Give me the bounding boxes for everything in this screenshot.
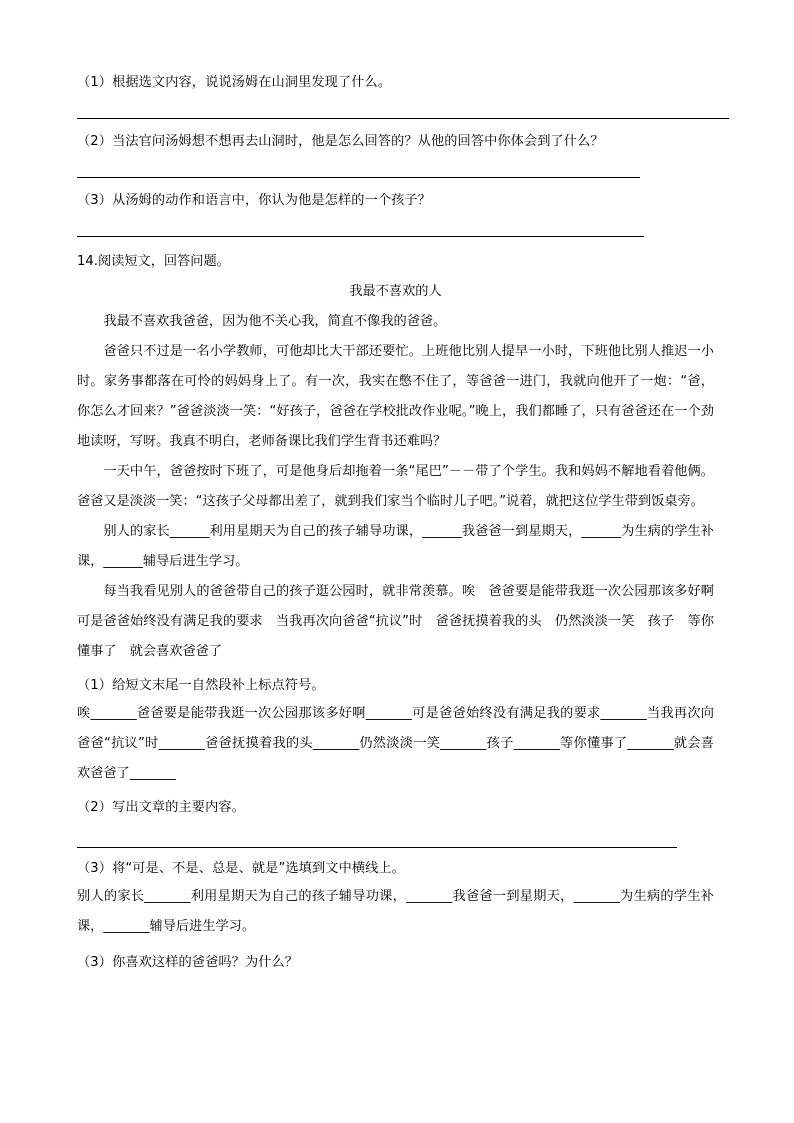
question-14-1-label: （1）给短文末尾一自然段补上标点符号。 (77, 678, 325, 693)
item-14-number: 14.阅读短文，回答问题。 (77, 254, 230, 269)
question-13-1: （1）根据选文内容，说说汤姆在山洞里发现了什么。 (77, 75, 392, 90)
passage-paragraph-2: 爸爸只不过是一名小学教师，可他却比大干部还要忙。上班他比别人提早一小时，下班他比别人推迟一小时。家务事都落在可怜的妈妈身上了。有一次，我实在憋不住了，等爸爸一进门，我就向他开了一炮：“爸，你怎么才回来？”爸爸淡淡一笑：“好孩子，爸爸在学校批改作业呢。”晚上，我们都睡了，只有爸爸还在一个劲地读呀，写呀。我真不明白，老师备课比我们学生背书还难吗？ (77, 344, 714, 449)
spacer (77, 96, 714, 118)
spacer (77, 119, 714, 129)
passage-paragraph-3: 一天中午，爸爸按时下班了，可是他身后却拖着一条“尾巴”－－带了个学生。我和妈妈不解地看着他俩。爸爸又是淡淡一笑：“这孩子父母都出差了，就到我们家当个临时儿子吧。”说着，就把这位学生带到饭桌旁。 (77, 464, 714, 509)
question-14-2-label: （2）写出文章的主要内容。 (77, 800, 245, 815)
question-14-4-label: （3）你喜欢这样的爸爸吗？为什么？ (77, 955, 299, 970)
spacer (77, 848, 714, 856)
spacer (77, 178, 714, 188)
spacer (77, 214, 714, 236)
document-content (77, 70, 728, 976)
question-14-1-punctuation-blanks[interactable]: 唉_______爸爸要是能带我逛一次公园那该多好啊_______可是爸爸始终没有满足我的要求_______当我再次向爸爸“抗议”时_______爸爸抚摸着我的头_______仍然淡淡一笑_______孩子_______等你懂事了_______就会喜欢爸爸了_______ (77, 706, 714, 781)
question-14-3-label: （3）将“可是、不是、总是、就是”选填到文中横线上。 (77, 861, 405, 876)
question-14-3-fill-blanks[interactable]: 别人的家长_______利用星期天为自己的孩子辅导功课，_______我爸爸一到星期天，_______为生病的学生补课，_______辅导后进生学习。 (77, 889, 714, 934)
spacer (77, 237, 714, 249)
spacer (77, 155, 714, 177)
passage-paragraph-1: 我最不喜欢我爸爸，因为他不关心我，简直不像我的爸爸。 (103, 314, 447, 329)
question-13-2: （2）当法官问汤姆想不想再去山洞时，他是怎么回答的？从他的回答中你体会到了什么？ (77, 134, 604, 149)
passage-paragraph-5-no-punctuation: 每当我看见别人的爸爸带自己的孩子逛公园时，就非常羡慕。唉 爸爸要是能带我逛一次公园那该多好啊 可是爸爸始终没有满足我的要求 当我再次向爸爸“抗议”时 爸爸抚摸着我的头 仍然淡淡一笑 孩子 等你懂事了 就会喜欢爸爸了 (77, 584, 728, 659)
spacer (77, 821, 714, 847)
question-13-3: （3）从汤姆的动作和语言中，你认为他是怎样的一个孩子？ (77, 193, 431, 208)
spacer (77, 942, 714, 950)
passage-paragraph-4-fill-blanks[interactable]: 别人的家长______利用星期天为自己的孩子辅导功课，______我爸爸一到星期天，______为生病的学生补课，______辅导后进生学习。 (77, 524, 714, 569)
passage-title: 我最不喜欢的人 (349, 284, 442, 299)
